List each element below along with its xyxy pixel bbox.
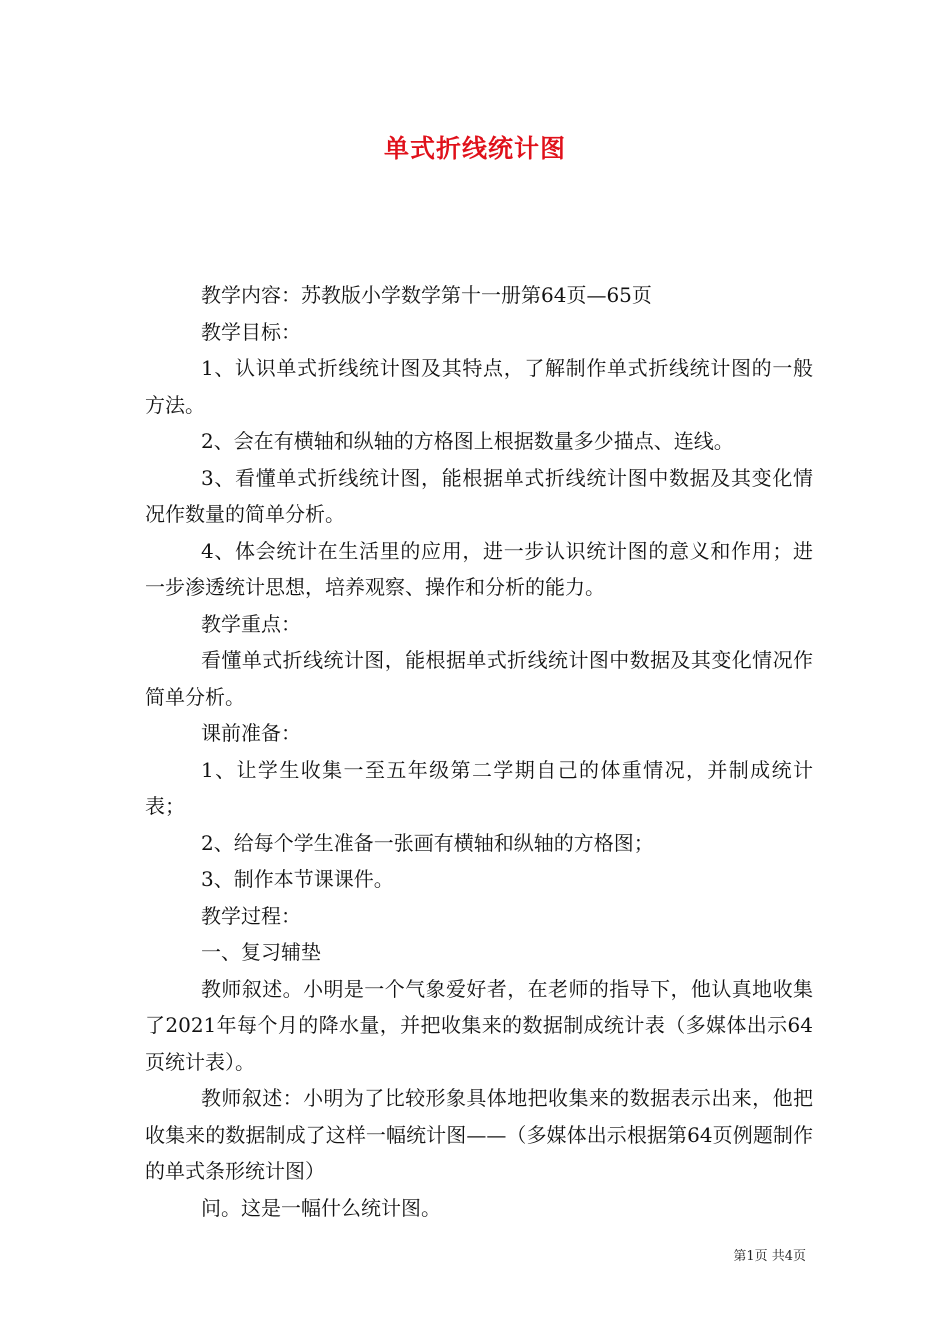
paragraph-goal-4: 4、体会统计在生活里的应用，进一步认识统计图的意义和作用；进一步渗透统计思想，培养观察、操作和分析的能力。 <box>145 538 813 599</box>
page-number-footer: 第1页 共4页 <box>733 1249 806 1264</box>
paragraph-preparation-2: 2、给每个学生准备一张画有横轴和纵轴的方格图； <box>201 830 654 855</box>
paragraph-goal-3: 3、看懂单式折线统计图，能根据单式折线统计图中数据及其变化情况作数量的简单分析。 <box>145 465 813 526</box>
paragraph-teaching-goals-heading: 教学目标： <box>201 319 301 344</box>
paragraph-preparation-heading: 课前准备： <box>201 721 301 745</box>
paragraph-preparation-1: 1、让学生收集一至五年级第二学期自己的体重情况，并制成统计表； <box>145 757 813 818</box>
paragraph-question: 问。这是一幅什么统计图。 <box>201 1195 441 1220</box>
document-title: 单式折线统计图 <box>383 134 566 163</box>
paragraph-teaching-content: 教学内容：苏教版小学数学第十一册第64页—65页 <box>201 283 652 307</box>
paragraph-teacher-narration-1: 教师叙述。小明是一个气象爱好者，在老师的指导下，他认真地收集了2021年每个月的降水量，并把收集来的数据制成统计表（多媒体出示64页统计表）。 <box>145 976 813 1074</box>
paragraph-review-heading: 一、复习辅垫 <box>201 940 321 964</box>
paragraph-key-points-heading: 教学重点： <box>201 611 301 636</box>
paragraph-key-points: 看懂单式折线统计图，能根据单式折线统计图中数据及其变化情况作简单分析。 <box>145 648 813 709</box>
paragraph-process-heading: 教学过程： <box>201 903 301 928</box>
paragraph-goal-1: 1、认识单式折线统计图及其特点，了解制作单式折线统计图的一般方法。 <box>145 356 813 417</box>
document-body <box>145 277 813 1226</box>
paragraph-goal-2: 2、会在有横轴和纵轴的方格图上根据数量多少描点、连线。 <box>201 429 734 453</box>
paragraph-teacher-narration-2: 教师叙述：小明为了比较形象具体地把收集来的数据表示出来，他把收集来的数据制成了这样一幅统计图——（多媒体出示根据第64页例题制作的单式条形统计图） <box>145 1086 813 1183</box>
paragraph-preparation-3: 3、制作本节课课件。 <box>201 867 394 891</box>
